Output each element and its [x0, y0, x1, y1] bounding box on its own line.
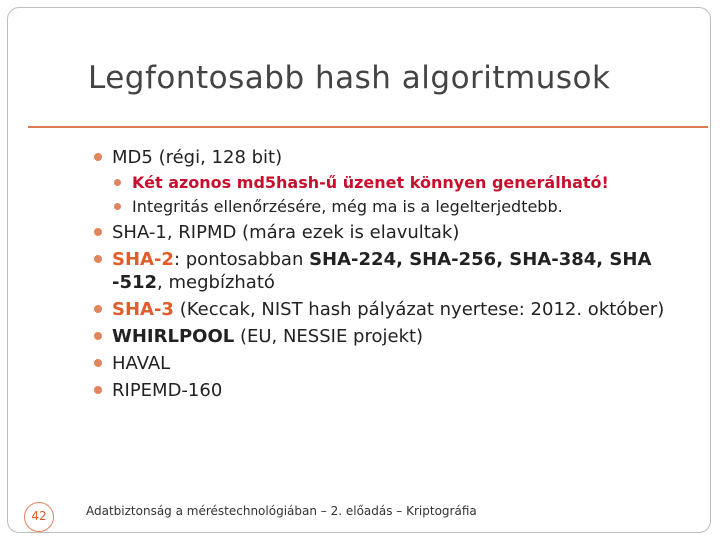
sha2-rest: , megbízható: [157, 272, 275, 293]
sha2-colon: : pontosabban: [173, 249, 310, 270]
sha2-name: SHA-2: [112, 249, 174, 270]
bullet-dot-icon: [94, 255, 102, 263]
sha3-name: SHA-3: [112, 299, 174, 320]
page-number-badge: 42: [24, 502, 54, 532]
list-item-haval: [88, 352, 698, 375]
title-divider: [28, 126, 708, 128]
slide-frame: [7, 7, 711, 533]
bullet-dot-icon: [94, 386, 102, 394]
bullet-dot-icon: [114, 179, 121, 186]
list-item-whirlpool: [88, 325, 698, 348]
bullet-dot-icon: [114, 203, 121, 210]
item-text: HAVAL: [112, 353, 171, 374]
sha3-rest: (Keccak, NIST hash pályázat nyertese: 2012. október): [173, 299, 665, 320]
bullet-dot-icon: [94, 332, 102, 340]
slide-title: Legfontosabb hash algoritmusok: [88, 60, 611, 96]
bullet-list: [88, 146, 698, 406]
item-text: MD5 (régi, 128 bit): [112, 147, 283, 168]
whirlpool-rest: (EU, NESSIE projekt): [234, 326, 424, 347]
sub-item-md5-collision: [88, 173, 698, 193]
sub-item-md5-integrity: [88, 197, 698, 217]
list-item-sha2: [88, 248, 698, 294]
bullet-dot-icon: [94, 153, 102, 161]
sha2-variants: SHA-224, SHA-256, SHA-384, SHA: [309, 249, 652, 270]
item-text: Integritás ellenőrzésére, még ma is a legelterjedtebb.: [132, 197, 563, 216]
list-item-md5: [88, 146, 698, 169]
whirlpool-name: WHIRLPOOL: [112, 326, 235, 347]
bullet-dot-icon: [94, 359, 102, 367]
list-item-sha3: [88, 298, 698, 321]
item-text: SHA-1, RIPMD (mára ezek is elavultak): [112, 222, 460, 243]
sha2-variants-cont: -512: [112, 272, 158, 293]
item-text: RIPEMD-160: [112, 380, 223, 401]
list-item-ripemd: [88, 379, 698, 402]
item-text-warning: Két azonos md5hash-ű üzenet könnyen generálható!: [132, 173, 609, 192]
slide-footer: Adatbiztonság a méréstechnológiában – 2. előadás – Kriptográfia: [86, 504, 477, 518]
bullet-dot-icon: [94, 228, 102, 236]
list-item-sha1: [88, 221, 698, 244]
bullet-dot-icon: [94, 305, 102, 313]
